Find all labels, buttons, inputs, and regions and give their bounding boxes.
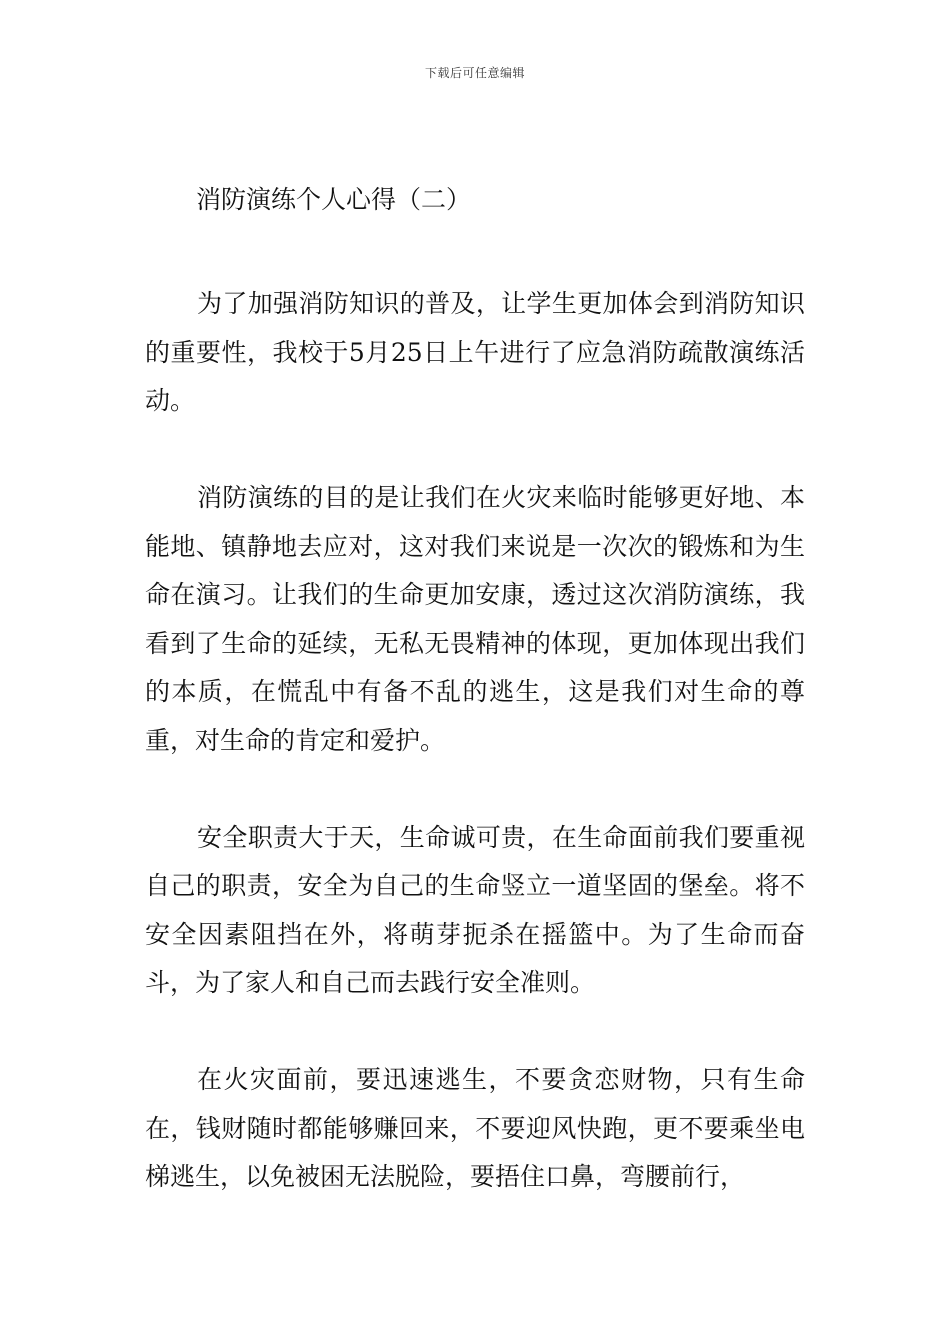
document-title: 消防演练个人心得（二） — [196, 185, 472, 214]
paragraph-2: 消防演练的目的是让我们在火灾来临时能够更好地、本能地、镇静地去应对，这对我们来说是一次次的锻炼和为生命在演习。让我们的生命更加安康，透过这次消防演练，我看到了生命的延续，无私无畏精神的体现，更加体现出我们的本质，在慌乱中有备不乱的逃生，这是我们对生命的尊重，对生命的肯定和爱护。 — [145, 483, 805, 755]
paragraph-1: 为了加强消防知识的普及，让学生更加体会到消防知识的重要性，我校于5月25日上午进行了应急消防疏散演练活动。 — [145, 289, 805, 415]
document-body — [145, 280, 805, 1250]
paragraph-3: 安全职责大于天，生命诚可贵，在生命面前我们要重视自己的职责，安全为自己的生命竖立一道坚固的堡垒。将不安全因素阻挡在外，将萌芽扼杀在摇篮中。为了生命而奋斗，为了家人和自己而去践行安全准则。 — [145, 822, 805, 997]
paragraph-4: 在火灾面前，要迅速逃生，不要贪恋财物，只有生命在，钱财随时都能够赚回来，不要迎风快跑，更不要乘坐电梯逃生，以免被困无法脱险，要捂住口鼻，弯腰前行， — [145, 1065, 805, 1191]
page-header-note: 下载后可任意编辑 — [424, 66, 525, 80]
